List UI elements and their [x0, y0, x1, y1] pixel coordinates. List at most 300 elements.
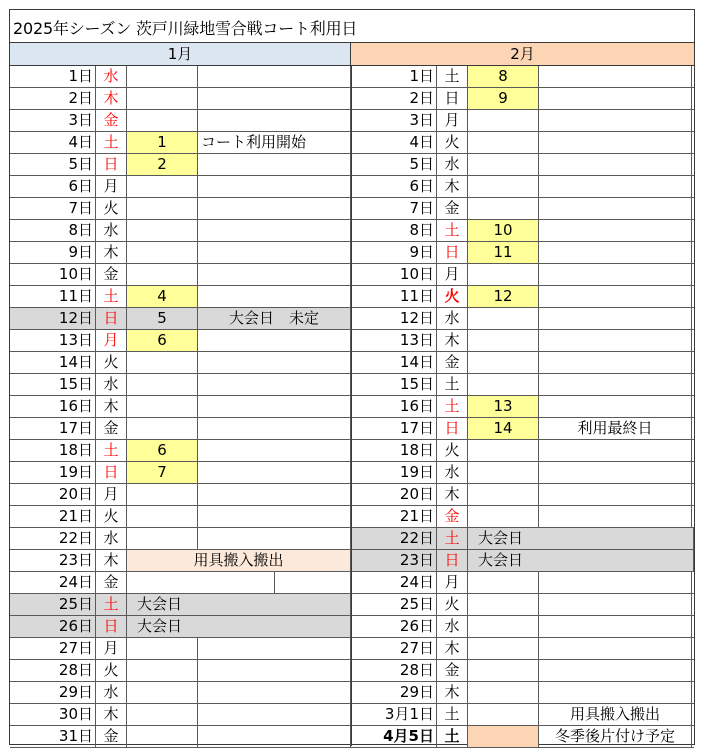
note-cell	[539, 88, 692, 109]
usage-number-cell: 5	[127, 308, 198, 329]
january-header: 1月	[10, 43, 351, 66]
feb-row	[351, 176, 694, 198]
date-cell: 18日	[351, 440, 437, 461]
date-cell: 1日	[10, 66, 96, 87]
weekday-cell: 水	[437, 616, 468, 637]
jan-row	[10, 374, 351, 396]
date-cell: 27日	[351, 638, 437, 659]
weekday-cell: 日	[96, 154, 127, 175]
date-cell: 26日	[351, 616, 437, 637]
note-cell	[198, 418, 351, 439]
feb-row	[351, 594, 694, 616]
jan-row	[10, 528, 351, 550]
weekday-cell: 金	[437, 198, 468, 219]
note-cell	[198, 682, 351, 703]
weekday-cell: 日	[437, 550, 468, 571]
weekday-cell: 水	[437, 154, 468, 175]
note-cell	[539, 66, 692, 87]
usage-number-cell	[468, 440, 539, 461]
note-cell	[198, 154, 351, 175]
weekday-cell: 土	[437, 396, 468, 417]
note-cell	[198, 176, 351, 197]
usage-number-cell	[468, 198, 539, 219]
jan-row	[10, 440, 351, 462]
feb-row	[351, 484, 694, 506]
weekday-cell: 木	[437, 638, 468, 659]
weekday-cell: 水	[96, 682, 127, 703]
date-cell: 8日	[351, 220, 437, 241]
jan-row	[10, 616, 351, 638]
date-cell: 11日	[351, 286, 437, 307]
note-cell	[539, 198, 692, 219]
note-cell	[539, 506, 692, 527]
note-cell	[198, 66, 351, 87]
weekday-cell: 金	[437, 352, 468, 373]
note-cell: 大会日 未定	[198, 308, 351, 329]
weekday-cell: 水	[96, 374, 127, 395]
usage-number-cell	[468, 154, 539, 175]
note-cell	[539, 110, 692, 131]
usage-number-cell	[127, 484, 198, 505]
date-cell: 29日	[10, 682, 96, 703]
date-cell: 23日	[351, 550, 437, 571]
note-cell	[539, 638, 692, 659]
note-cell	[198, 726, 351, 747]
weekday-cell: 月	[96, 638, 127, 659]
note-cell	[198, 506, 351, 527]
usage-number-cell	[468, 572, 539, 593]
weekday-cell: 土	[437, 704, 468, 725]
feb-row	[351, 704, 694, 726]
usage-number-cell	[468, 506, 539, 527]
usage-number-cell: 11	[468, 242, 539, 263]
weekday-cell: 土	[437, 528, 468, 549]
feb-row	[351, 88, 694, 110]
usage-number-cell	[468, 660, 539, 681]
weekday-cell: 月	[96, 176, 127, 197]
date-cell: 24日	[10, 572, 96, 593]
note-cell	[539, 682, 692, 703]
date-cell: 21日	[351, 506, 437, 527]
note-cell: コート利用開始	[198, 132, 351, 153]
weekday-cell: 月	[437, 264, 468, 285]
date-cell: 9日	[351, 242, 437, 263]
jan-row	[10, 682, 351, 704]
jan-row	[10, 66, 351, 88]
usage-number-cell	[127, 88, 198, 109]
jan-row	[10, 220, 351, 242]
jan-row	[10, 506, 351, 528]
usage-number-cell	[127, 506, 198, 527]
date-cell: 6日	[10, 176, 96, 197]
date-cell: 10日	[351, 264, 437, 285]
weekday-cell: 金	[96, 418, 127, 439]
date-cell: 2日	[10, 88, 96, 109]
weekday-cell: 水	[96, 220, 127, 241]
weekday-cell: 月	[437, 110, 468, 131]
note-cell	[539, 154, 692, 175]
note-cell	[198, 704, 351, 725]
note-cell	[198, 484, 351, 505]
feb-row	[351, 726, 694, 748]
date-cell: 18日	[10, 440, 96, 461]
feb-row	[351, 198, 694, 220]
note-cell	[275, 572, 351, 593]
weekday-cell: 土	[96, 132, 127, 153]
feb-row	[351, 352, 694, 374]
jan-row	[10, 638, 351, 660]
note-cell	[198, 528, 351, 549]
weekday-cell: 金	[96, 726, 127, 747]
feb-row	[351, 572, 694, 594]
note-cell	[198, 440, 351, 461]
date-cell: 15日	[351, 374, 437, 395]
note-cell	[198, 330, 351, 351]
usage-number-cell	[468, 638, 539, 659]
date-cell: 29日	[351, 682, 437, 703]
date-cell: 1日	[351, 66, 437, 87]
usage-number-cell	[127, 198, 198, 219]
usage-number-cell	[127, 264, 198, 285]
usage-number-cell	[468, 132, 539, 153]
note-cell	[539, 286, 692, 307]
date-cell: 12日	[10, 308, 96, 329]
feb-row	[351, 264, 694, 286]
weekday-cell: 土	[96, 440, 127, 461]
usage-number-cell	[127, 704, 198, 725]
note-cell: 用具搬入搬出	[539, 704, 692, 725]
usage-number-cell	[468, 176, 539, 197]
date-cell: 3月1日	[351, 704, 437, 725]
weekday-cell: 月	[437, 572, 468, 593]
date-cell: 17日	[351, 418, 437, 439]
weekday-cell: 火	[437, 594, 468, 615]
date-cell: 7日	[10, 198, 96, 219]
note-cell	[539, 594, 692, 615]
usage-number-cell: 10	[468, 220, 539, 241]
jan-row	[10, 110, 351, 132]
date-cell: 4日	[351, 132, 437, 153]
date-cell: 13日	[10, 330, 96, 351]
usage-number-cell: 14	[468, 418, 539, 439]
usage-number-cell	[127, 352, 198, 373]
date-cell: 19日	[10, 462, 96, 483]
jan-row	[10, 132, 351, 154]
jan-row	[10, 594, 351, 616]
feb-row	[351, 220, 694, 242]
date-cell: 3日	[10, 110, 96, 131]
usage-number-cell	[127, 528, 198, 549]
date-cell: 4月5日	[351, 726, 437, 747]
usage-number-cell	[127, 638, 198, 659]
date-cell: 15日	[10, 374, 96, 395]
note-cell	[539, 220, 692, 241]
jan-row	[10, 484, 351, 506]
note-cell: 大会日	[468, 550, 694, 571]
usage-number-cell: 4	[127, 286, 198, 307]
weekday-cell: 木	[437, 176, 468, 197]
usage-number-cell	[127, 110, 198, 131]
date-cell: 27日	[10, 638, 96, 659]
jan-row	[10, 418, 351, 440]
weekday-cell: 土	[437, 220, 468, 241]
date-cell: 28日	[10, 660, 96, 681]
usage-number-cell	[468, 462, 539, 483]
usage-number-cell	[127, 418, 198, 439]
weekday-cell: 火	[96, 198, 127, 219]
usage-number-cell: 12	[468, 286, 539, 307]
weekday-cell: 金	[96, 572, 127, 593]
feb-row	[351, 440, 694, 462]
date-cell: 28日	[351, 660, 437, 681]
feb-row	[351, 330, 694, 352]
date-cell: 13日	[351, 330, 437, 351]
note-cell	[539, 330, 692, 351]
weekday-cell: 木	[437, 682, 468, 703]
weekday-cell: 日	[437, 418, 468, 439]
note-cell	[539, 352, 692, 373]
note-cell: 大会日	[127, 616, 351, 637]
note-cell	[539, 132, 692, 153]
note-cell	[539, 440, 692, 461]
jan-row	[10, 308, 351, 330]
usage-number-cell	[468, 264, 539, 285]
usage-number-cell	[468, 616, 539, 637]
note-cell	[539, 176, 692, 197]
weekday-cell: 火	[96, 506, 127, 527]
usage-number-cell	[127, 176, 198, 197]
note-cell	[198, 462, 351, 483]
note-cell	[539, 484, 692, 505]
feb-row	[351, 242, 694, 264]
note-cell	[198, 220, 351, 241]
jan-row	[10, 176, 351, 198]
note-cell	[198, 198, 351, 219]
date-cell: 3日	[351, 110, 437, 131]
weekday-cell: 木	[437, 484, 468, 505]
usage-number-cell: 9	[468, 88, 539, 109]
date-cell: 9日	[10, 242, 96, 263]
weekday-cell: 火	[96, 660, 127, 681]
note-cell	[198, 110, 351, 131]
note-cell	[198, 264, 351, 285]
usage-number-cell	[468, 704, 539, 725]
jan-row	[10, 550, 351, 572]
weekday-cell: 木	[437, 330, 468, 351]
note-cell	[539, 572, 692, 593]
jan-row	[10, 572, 351, 594]
note-cell	[198, 88, 351, 109]
note-cell	[198, 638, 351, 659]
note-cell: 冬季後片付け予定	[539, 726, 692, 747]
note-cell	[539, 660, 692, 681]
feb-row	[351, 286, 694, 308]
usage-number-cell: 8	[468, 66, 539, 87]
weekday-cell: 月	[96, 330, 127, 351]
jan-row	[10, 242, 351, 264]
weekday-cell: 木	[96, 396, 127, 417]
note-cell	[198, 660, 351, 681]
feb-row	[351, 132, 694, 154]
note-cell	[539, 242, 692, 263]
note-cell: 利用最終日	[539, 418, 692, 439]
note-cell	[539, 264, 692, 285]
weekday-cell: 金	[437, 506, 468, 527]
feb-row	[351, 308, 694, 330]
date-cell: 4日	[10, 132, 96, 153]
date-cell: 24日	[351, 572, 437, 593]
date-cell: 11日	[10, 286, 96, 307]
weekday-cell: 土	[437, 374, 468, 395]
weekday-cell: 水	[96, 66, 127, 87]
weekday-cell: 土	[96, 286, 127, 307]
usage-number-cell	[468, 330, 539, 351]
jan-row	[10, 726, 351, 748]
note-cell: 用具搬入搬出	[127, 550, 351, 571]
date-cell: 20日	[10, 484, 96, 505]
weekday-cell: 火	[437, 286, 468, 307]
usage-number-cell	[468, 374, 539, 395]
weekday-cell: 日	[96, 462, 127, 483]
usage-number-cell	[468, 110, 539, 131]
feb-row	[351, 396, 694, 418]
february-header: 2月	[351, 43, 694, 66]
usage-number-cell: 6	[127, 330, 198, 351]
date-cell: 21日	[10, 506, 96, 527]
usage-number-cell	[468, 726, 539, 747]
usage-number-cell: 13	[468, 396, 539, 417]
date-cell: 14日	[351, 352, 437, 373]
feb-row	[351, 528, 694, 550]
date-cell: 16日	[351, 396, 437, 417]
jan-row	[10, 154, 351, 176]
title-row	[10, 10, 694, 43]
date-cell: 25日	[351, 594, 437, 615]
date-cell: 30日	[10, 704, 96, 725]
feb-row	[351, 110, 694, 132]
date-cell: 20日	[351, 484, 437, 505]
weekday-cell: 木	[96, 242, 127, 263]
note-cell	[198, 352, 351, 373]
weekday-cell: 月	[96, 484, 127, 505]
feb-row	[351, 462, 694, 484]
feb-row	[351, 506, 694, 528]
usage-number-cell	[127, 220, 198, 241]
jan-row	[10, 660, 351, 682]
usage-number-cell	[127, 726, 198, 747]
date-cell: 17日	[10, 418, 96, 439]
usage-number-cell	[468, 682, 539, 703]
weekday-cell: 木	[96, 704, 127, 725]
usage-number-cell	[127, 572, 275, 593]
sheet-title: 2025年シーズン 茨戸川緑地雪合戦コート利用日	[13, 19, 358, 38]
weekday-cell: 水	[437, 308, 468, 329]
usage-number-cell	[127, 396, 198, 417]
note-cell	[539, 374, 692, 395]
weekday-cell: 土	[437, 726, 468, 747]
date-cell: 26日	[10, 616, 96, 637]
weekday-cell: 土	[96, 594, 127, 615]
date-cell: 23日	[10, 550, 96, 571]
weekday-cell: 火	[437, 440, 468, 461]
usage-number-cell	[127, 374, 198, 395]
weekday-cell: 水	[437, 462, 468, 483]
feb-row	[351, 154, 694, 176]
schedule-sheet	[9, 9, 695, 745]
feb-row	[351, 418, 694, 440]
date-cell: 6日	[351, 176, 437, 197]
weekday-cell: 水	[96, 528, 127, 549]
weekday-cell: 金	[96, 110, 127, 131]
weekday-cell: 金	[437, 660, 468, 681]
note-cell	[539, 462, 692, 483]
date-cell: 22日	[10, 528, 96, 549]
weekday-cell: 金	[96, 264, 127, 285]
date-cell: 25日	[10, 594, 96, 615]
note-cell	[198, 374, 351, 395]
date-cell: 7日	[351, 198, 437, 219]
note-cell: 大会日	[468, 528, 694, 549]
note-cell	[198, 286, 351, 307]
jan-row	[10, 198, 351, 220]
date-cell: 22日	[351, 528, 437, 549]
feb-row	[351, 616, 694, 638]
jan-row	[10, 88, 351, 110]
jan-row	[10, 286, 351, 308]
date-cell: 8日	[10, 220, 96, 241]
weekday-cell: 土	[437, 66, 468, 87]
jan-row	[10, 264, 351, 286]
usage-number-cell	[127, 682, 198, 703]
usage-number-cell: 2	[127, 154, 198, 175]
usage-number-cell	[127, 242, 198, 263]
usage-number-cell: 7	[127, 462, 198, 483]
jan-row	[10, 462, 351, 484]
date-cell: 10日	[10, 264, 96, 285]
usage-number-cell	[468, 308, 539, 329]
jan-row	[10, 704, 351, 726]
date-cell: 16日	[10, 396, 96, 417]
feb-row	[351, 374, 694, 396]
note-cell: 大会日	[127, 594, 351, 615]
usage-number-cell	[468, 594, 539, 615]
usage-number-cell	[127, 66, 198, 87]
feb-row	[351, 638, 694, 660]
month-divider	[351, 66, 352, 746]
note-cell	[198, 242, 351, 263]
jan-row	[10, 352, 351, 374]
date-cell: 5日	[10, 154, 96, 175]
weekday-cell: 日	[96, 616, 127, 637]
weekday-cell: 木	[96, 88, 127, 109]
date-cell: 5日	[351, 154, 437, 175]
feb-row	[351, 66, 694, 88]
feb-row	[351, 682, 694, 704]
date-cell: 31日	[10, 726, 96, 747]
date-cell: 14日	[10, 352, 96, 373]
jan-row	[10, 330, 351, 352]
usage-number-cell: 1	[127, 132, 198, 153]
date-cell: 2日	[351, 88, 437, 109]
date-cell: 19日	[351, 462, 437, 483]
jan-row	[10, 396, 351, 418]
date-cell: 12日	[351, 308, 437, 329]
feb-row	[351, 660, 694, 682]
note-cell	[539, 308, 692, 329]
weekday-cell: 日	[96, 308, 127, 329]
usage-number-cell	[127, 660, 198, 681]
feb-row	[351, 550, 694, 572]
